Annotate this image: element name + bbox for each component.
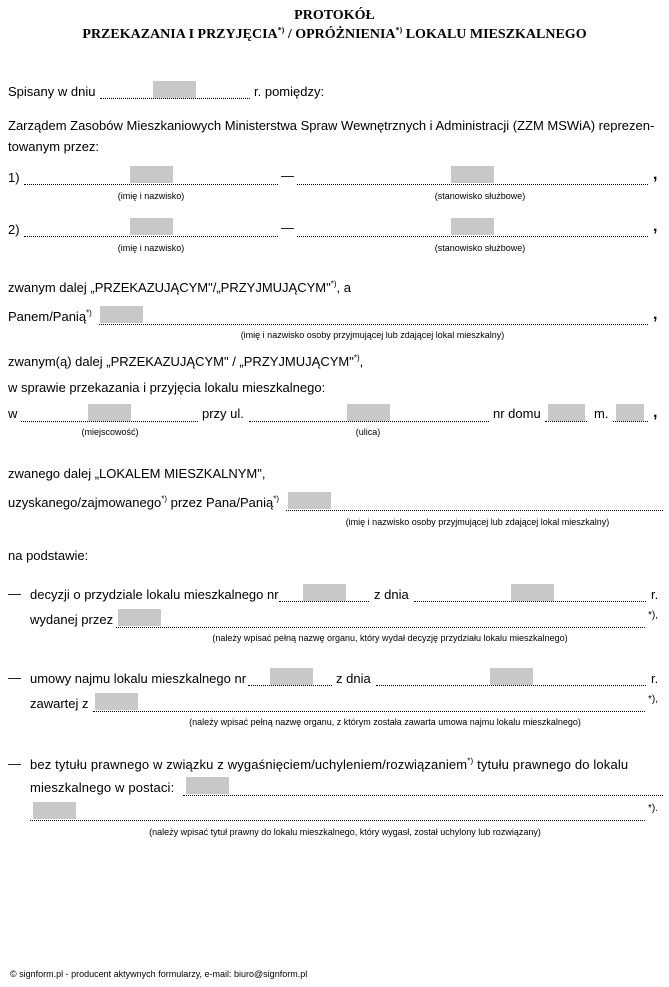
party-role-text-2: zwanym(ą) dalej „PRZEKAZUJĄCYM" / „PRZYJMUJĄCYM"*), bbox=[8, 353, 364, 369]
rep-2-dash: — bbox=[281, 220, 294, 235]
lease-party-label: zawartej z bbox=[30, 696, 89, 711]
flat-occupant-caption: (imię i nazwisko osoby przyjmującej lub zdającej lokal mieszkalny) bbox=[345, 517, 610, 527]
street-line bbox=[249, 421, 489, 422]
decision-date-line bbox=[414, 601, 646, 602]
decision-date-label: z dnia bbox=[374, 587, 409, 602]
lease-dash: — bbox=[8, 670, 21, 685]
rep-1-position-line bbox=[297, 184, 648, 185]
city-field[interactable] bbox=[88, 404, 131, 421]
decision-dash: — bbox=[8, 586, 21, 601]
no-title-line-1 bbox=[183, 795, 663, 796]
no-title-text-cont: mieszkalnego w postaci: bbox=[30, 780, 175, 795]
lease-number-line bbox=[248, 685, 332, 686]
date-prefix: Spisany w dniu bbox=[8, 84, 96, 99]
date-line bbox=[100, 98, 250, 99]
organization-text-cont: towanym przez: bbox=[8, 139, 100, 154]
rep-1-name-line bbox=[24, 184, 278, 185]
flat-number-line bbox=[613, 421, 648, 422]
no-title-caption: (należy wpisać tytuł prawny do lokalu mieszkalnego, który wygasł, został uchylony lub rozwiązany) bbox=[149, 827, 541, 837]
lease-party-line bbox=[93, 711, 645, 712]
rep-1-name-caption: (imię i nazwisko) bbox=[117, 191, 185, 201]
decision-number-field[interactable] bbox=[303, 584, 346, 601]
lease-party-note: *), bbox=[648, 694, 658, 705]
rep-2-position-line bbox=[297, 236, 648, 237]
rep-1-number: 1) bbox=[8, 170, 20, 185]
city-line bbox=[21, 421, 198, 422]
decision-date-field[interactable] bbox=[511, 584, 554, 601]
no-title-field-2[interactable] bbox=[33, 802, 76, 819]
no-title-note: *). bbox=[648, 803, 658, 814]
party-person-label: Panem/Panią*) bbox=[8, 308, 92, 324]
no-title-dash: — bbox=[8, 756, 21, 771]
party-person-field[interactable] bbox=[100, 306, 143, 323]
location-comma: , bbox=[653, 404, 658, 421]
decision-label: decyzji o przydziale lokalu mieszkalnego nr bbox=[30, 587, 279, 602]
footer-text: © signform.pl - producent aktywnych formularzy, e-mail: biuro@signform.pl bbox=[10, 969, 308, 979]
flat-number-label: m. bbox=[594, 406, 609, 421]
decision-issuer-note: *), bbox=[648, 610, 658, 621]
lease-label: umowy najmu lokalu mieszkalnego nr bbox=[30, 671, 247, 686]
house-number-field[interactable] bbox=[548, 404, 585, 421]
decision-issuer-caption: (należy wpisać pełną nazwę organu, który wydał decyzję przydziału lokalu mieszkalnego) bbox=[212, 633, 568, 643]
flat-occupant-field[interactable] bbox=[288, 492, 331, 509]
no-title-field-1[interactable] bbox=[186, 777, 229, 794]
date-field[interactable] bbox=[153, 81, 196, 98]
rep-1-position-caption: (stanowisko służbowe) bbox=[434, 191, 526, 201]
party-person-caption: (imię i nazwisko osoby przyjmującej lub zdającej lokal mieszkalny) bbox=[240, 330, 505, 340]
document-subtitle: PRZEKAZANIA I PRZYJĘCIA*) / OPRÓŻNIENIA*) LOKALU MIESZKALNEGO bbox=[82, 25, 587, 42]
no-title-text: bez tytułu prawnego w związku z wygaśnięciem/uchyleniem/rozwiązaniem*) tytułu prawnego do lokalu bbox=[30, 756, 629, 772]
lease-party-field[interactable] bbox=[95, 693, 138, 710]
rep-2-name-line bbox=[24, 236, 278, 237]
document-title: PROTOKÓŁ bbox=[294, 8, 375, 23]
rep-2-position-field[interactable] bbox=[451, 218, 494, 235]
rep-2-number: 2) bbox=[8, 222, 20, 237]
date-suffix: r. pomiędzy: bbox=[254, 84, 325, 99]
rep-1-comma: , bbox=[653, 166, 658, 183]
rep-2-name-caption: (imię i nazwisko) bbox=[117, 243, 185, 253]
rep-1-name-field[interactable] bbox=[130, 166, 173, 183]
lease-party-caption: (należy wpisać pełną nazwę organu, z którym została zawarta umowa najmu lokalu mieszkalnego) bbox=[189, 717, 581, 727]
flat-number-field[interactable] bbox=[616, 404, 644, 421]
rep-2-position-caption: (stanowisko służbowe) bbox=[434, 243, 526, 253]
city-caption: (miejscowość) bbox=[81, 427, 139, 437]
decision-year-suffix: r. bbox=[651, 587, 659, 602]
street-caption: (ulica) bbox=[355, 427, 381, 437]
location-w-label: w bbox=[8, 406, 18, 421]
house-number-line bbox=[545, 421, 587, 422]
party-person-comma: , bbox=[653, 306, 658, 323]
rep-1-position-field[interactable] bbox=[451, 166, 494, 183]
flat-occupant-line bbox=[286, 510, 663, 511]
rep-2-comma: , bbox=[653, 218, 658, 235]
lease-number-field[interactable] bbox=[270, 668, 313, 685]
rep-2-name-field[interactable] bbox=[130, 218, 173, 235]
flat-occupant-label: uzyskanego/zajmowanego*) przez Pana/Panią*) bbox=[8, 494, 280, 510]
organization-text: Zarządem Zasobów Mieszkaniowych Ministerstwa Spraw Wewnętrznych i Administracji (ZZM MSWiA) reprezen- bbox=[8, 118, 655, 133]
lease-date-field[interactable] bbox=[490, 668, 533, 685]
lease-date-line bbox=[376, 685, 646, 686]
decision-issuer-field[interactable] bbox=[118, 609, 161, 626]
lease-date-label: z dnia bbox=[336, 671, 371, 686]
street-label: przy ul. bbox=[202, 406, 244, 421]
decision-issuer-label: wydanej przez bbox=[30, 612, 114, 627]
lease-year-suffix: r. bbox=[651, 671, 659, 686]
basis-heading: na podstawie: bbox=[8, 548, 89, 563]
no-title-line-2 bbox=[30, 820, 645, 821]
party-person-line bbox=[99, 324, 648, 325]
party-role-text: zwanym dalej „PRZEKAZUJĄCYM"/„PRZYJMUJĄCYM"*), a bbox=[8, 279, 351, 295]
rep-1-dash: — bbox=[281, 168, 294, 183]
decision-number-line bbox=[279, 601, 369, 602]
flat-named-text: zwanego dalej „LOKALEM MIESZKALNYM", bbox=[8, 466, 266, 481]
house-number-label: nr domu bbox=[493, 406, 541, 421]
decision-issuer-line bbox=[116, 627, 645, 628]
street-field[interactable] bbox=[347, 404, 390, 421]
location-intro: w sprawie przekazania i przyjęcia lokalu mieszkalnego: bbox=[8, 380, 326, 395]
